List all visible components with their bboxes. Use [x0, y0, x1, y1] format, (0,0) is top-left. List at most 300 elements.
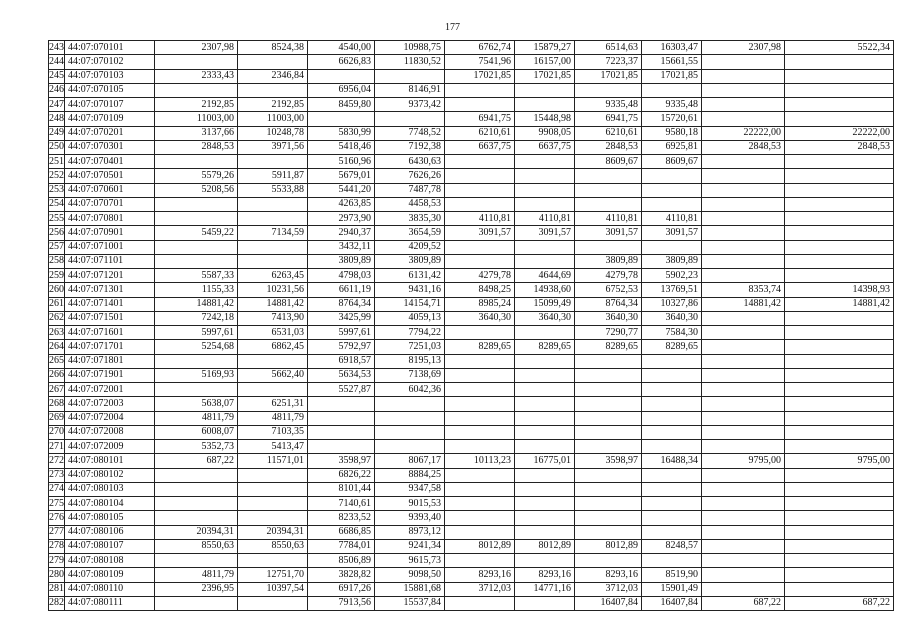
- value-cell: 2848,53: [785, 140, 894, 154]
- value-cell: [375, 69, 445, 83]
- value-cell: 687,22: [155, 454, 238, 468]
- row-number-cell: 248: [49, 112, 65, 126]
- value-cell: [308, 440, 375, 454]
- value-cell: 4458,53: [375, 197, 445, 211]
- value-cell: [575, 397, 642, 411]
- value-cell: [445, 98, 515, 112]
- value-cell: [702, 397, 785, 411]
- value-cell: [575, 368, 642, 382]
- value-cell: [642, 440, 702, 454]
- value-cell: 9615,73: [375, 554, 445, 568]
- value-cell: 12751,70: [238, 568, 308, 582]
- value-cell: [308, 425, 375, 439]
- value-cell: [238, 383, 308, 397]
- value-cell: [445, 596, 515, 610]
- value-cell: [155, 240, 238, 254]
- value-cell: 8519,90: [642, 568, 702, 582]
- value-cell: [785, 411, 894, 425]
- value-cell: [702, 482, 785, 496]
- value-cell: [642, 240, 702, 254]
- value-cell: [642, 354, 702, 368]
- value-cell: 8146,91: [375, 83, 445, 97]
- value-cell: [702, 226, 785, 240]
- value-cell: 6862,45: [238, 340, 308, 354]
- cadastral-code-cell: 44:07:071101: [65, 254, 155, 268]
- value-cell: [642, 411, 702, 425]
- value-cell: 2848,53: [575, 140, 642, 154]
- value-cell: [515, 155, 575, 169]
- value-cell: 10327,86: [642, 297, 702, 311]
- row-number-cell: 265: [49, 354, 65, 368]
- value-cell: 7626,26: [375, 169, 445, 183]
- value-cell: 15448,98: [515, 112, 575, 126]
- value-cell: 8067,17: [375, 454, 445, 468]
- value-cell: [702, 425, 785, 439]
- value-cell: 7794,22: [375, 326, 445, 340]
- value-cell: [575, 354, 642, 368]
- value-cell: [785, 240, 894, 254]
- value-cell: 6430,63: [375, 155, 445, 169]
- value-cell: 3640,30: [515, 311, 575, 325]
- table-row: [49, 482, 894, 496]
- cadastral-code-cell: 44:07:080105: [65, 511, 155, 525]
- value-cell: [575, 511, 642, 525]
- value-cell: 8764,34: [308, 297, 375, 311]
- value-cell: 7103,35: [238, 425, 308, 439]
- value-cell: 3091,57: [515, 226, 575, 240]
- value-cell: [702, 368, 785, 382]
- cadastral-code-cell: 44:07:071201: [65, 269, 155, 283]
- value-cell: [515, 197, 575, 211]
- row-number-cell: 273: [49, 468, 65, 482]
- value-cell: 20394,31: [155, 525, 238, 539]
- value-cell: 6918,57: [308, 354, 375, 368]
- value-cell: 6956,04: [308, 83, 375, 97]
- value-cell: 8459,80: [308, 98, 375, 112]
- value-cell: 17021,85: [515, 69, 575, 83]
- table-row: [49, 425, 894, 439]
- value-cell: 4644,69: [515, 269, 575, 283]
- value-cell: 6210,61: [575, 126, 642, 140]
- value-cell: [785, 311, 894, 325]
- value-cell: [785, 397, 894, 411]
- value-cell: [445, 326, 515, 340]
- value-cell: 7913,56: [308, 596, 375, 610]
- row-number-cell: 254: [49, 197, 65, 211]
- value-cell: 3971,56: [238, 140, 308, 154]
- value-cell: 9795,00: [702, 454, 785, 468]
- value-cell: [445, 254, 515, 268]
- value-cell: 4110,81: [515, 212, 575, 226]
- cadastral-code-cell: 44:07:070601: [65, 183, 155, 197]
- value-cell: [238, 212, 308, 226]
- row-number-cell: 256: [49, 226, 65, 240]
- table-body: [49, 41, 894, 611]
- value-cell: [238, 197, 308, 211]
- value-cell: [515, 326, 575, 340]
- data-table: [48, 40, 894, 611]
- value-cell: [155, 212, 238, 226]
- value-cell: 14154,71: [375, 297, 445, 311]
- cadastral-code-cell: 44:07:071701: [65, 340, 155, 354]
- cadastral-code-cell: 44:07:070901: [65, 226, 155, 240]
- value-cell: 3809,89: [375, 254, 445, 268]
- value-cell: 3137,66: [155, 126, 238, 140]
- row-number-cell: 255: [49, 212, 65, 226]
- value-cell: 4279,78: [575, 269, 642, 283]
- value-cell: 3809,89: [642, 254, 702, 268]
- value-cell: [702, 169, 785, 183]
- value-cell: 4811,79: [238, 411, 308, 425]
- value-cell: 3091,57: [575, 226, 642, 240]
- value-cell: [445, 354, 515, 368]
- value-cell: 6008,07: [155, 425, 238, 439]
- value-cell: 6042,36: [375, 383, 445, 397]
- value-cell: 14881,42: [785, 297, 894, 311]
- value-cell: 5169,93: [155, 368, 238, 382]
- value-cell: [642, 554, 702, 568]
- value-cell: [375, 112, 445, 126]
- value-cell: 8293,16: [515, 568, 575, 582]
- value-cell: 15879,27: [515, 41, 575, 55]
- value-cell: 6210,61: [445, 126, 515, 140]
- value-cell: 3835,30: [375, 212, 445, 226]
- value-cell: [445, 169, 515, 183]
- value-cell: [785, 568, 894, 582]
- value-cell: 4110,81: [642, 212, 702, 226]
- value-cell: 9015,53: [375, 497, 445, 511]
- table-row: [49, 383, 894, 397]
- value-cell: 6917,26: [308, 582, 375, 596]
- value-cell: 7223,37: [575, 55, 642, 69]
- value-cell: 7290,77: [575, 326, 642, 340]
- cadastral-code-cell: 44:07:070701: [65, 197, 155, 211]
- value-cell: [515, 440, 575, 454]
- cadastral-code-cell: 44:07:071301: [65, 283, 155, 297]
- table-row: [49, 311, 894, 325]
- value-cell: [785, 254, 894, 268]
- table-row: [49, 354, 894, 368]
- row-number-cell: 267: [49, 383, 65, 397]
- value-cell: [155, 511, 238, 525]
- value-cell: [515, 511, 575, 525]
- value-cell: [238, 240, 308, 254]
- value-cell: 5638,07: [155, 397, 238, 411]
- cadastral-code-cell: 44:07:070109: [65, 112, 155, 126]
- value-cell: [308, 397, 375, 411]
- value-cell: [642, 368, 702, 382]
- table-row: [49, 269, 894, 283]
- cadastral-code-cell: 44:07:071501: [65, 311, 155, 325]
- value-cell: [155, 197, 238, 211]
- cadastral-code-cell: 44:07:072003: [65, 397, 155, 411]
- value-cell: 8012,89: [515, 539, 575, 553]
- value-cell: [375, 425, 445, 439]
- value-cell: [445, 554, 515, 568]
- value-cell: 4110,81: [575, 212, 642, 226]
- value-cell: [642, 383, 702, 397]
- value-cell: 3828,82: [308, 568, 375, 582]
- value-cell: [785, 482, 894, 496]
- value-cell: [575, 169, 642, 183]
- value-cell: [575, 197, 642, 211]
- value-cell: [702, 69, 785, 83]
- table-row: [49, 468, 894, 482]
- value-cell: [785, 554, 894, 568]
- row-number-cell: 282: [49, 596, 65, 610]
- value-cell: [515, 383, 575, 397]
- value-cell: 7192,38: [375, 140, 445, 154]
- value-cell: 7584,30: [642, 326, 702, 340]
- value-cell: [308, 112, 375, 126]
- value-cell: [702, 197, 785, 211]
- value-cell: [702, 354, 785, 368]
- value-cell: [375, 397, 445, 411]
- value-cell: 6925,81: [642, 140, 702, 154]
- value-cell: [785, 197, 894, 211]
- value-cell: 8289,65: [445, 340, 515, 354]
- value-cell: 4059,13: [375, 311, 445, 325]
- row-number-cell: 279: [49, 554, 65, 568]
- row-number-cell: 261: [49, 297, 65, 311]
- value-cell: 5459,22: [155, 226, 238, 240]
- cadastral-code-cell: 44:07:071901: [65, 368, 155, 382]
- value-cell: [445, 497, 515, 511]
- value-cell: 3432,11: [308, 240, 375, 254]
- value-cell: 16775,01: [515, 454, 575, 468]
- row-number-cell: 268: [49, 397, 65, 411]
- value-cell: [785, 55, 894, 69]
- value-cell: [642, 425, 702, 439]
- value-cell: [785, 383, 894, 397]
- value-cell: [702, 212, 785, 226]
- value-cell: 5997,61: [155, 326, 238, 340]
- value-cell: [702, 112, 785, 126]
- value-cell: [702, 83, 785, 97]
- value-cell: 2307,98: [155, 41, 238, 55]
- value-cell: 14938,60: [515, 283, 575, 297]
- table-row: [49, 596, 894, 610]
- table-row: [49, 554, 894, 568]
- row-number-cell: 260: [49, 283, 65, 297]
- value-cell: 4798,03: [308, 269, 375, 283]
- value-cell: 17021,85: [642, 69, 702, 83]
- value-cell: [785, 98, 894, 112]
- value-cell: [515, 468, 575, 482]
- value-cell: 8289,65: [575, 340, 642, 354]
- value-cell: 7140,61: [308, 497, 375, 511]
- value-cell: [785, 155, 894, 169]
- value-cell: 5902,23: [642, 269, 702, 283]
- cadastral-code-cell: 44:07:070801: [65, 212, 155, 226]
- table-row: [49, 69, 894, 83]
- value-cell: [785, 582, 894, 596]
- value-cell: 6531,03: [238, 326, 308, 340]
- cadastral-code-cell: 44:07:080104: [65, 497, 155, 511]
- value-cell: 3598,97: [308, 454, 375, 468]
- value-cell: 7251,03: [375, 340, 445, 354]
- cadastral-code-cell: 44:07:071001: [65, 240, 155, 254]
- value-cell: 6686,85: [308, 525, 375, 539]
- value-cell: 14398,93: [785, 283, 894, 297]
- value-cell: 13769,51: [642, 283, 702, 297]
- cadastral-code-cell: 44:07:070107: [65, 98, 155, 112]
- table-row: [49, 497, 894, 511]
- value-cell: 3091,57: [445, 226, 515, 240]
- value-cell: 9347,58: [375, 482, 445, 496]
- value-cell: [785, 497, 894, 511]
- value-cell: 6131,42: [375, 269, 445, 283]
- value-cell: [785, 212, 894, 226]
- value-cell: 6251,31: [238, 397, 308, 411]
- table-row: [49, 539, 894, 553]
- table-row: [49, 140, 894, 154]
- table-row: [49, 454, 894, 468]
- value-cell: [702, 511, 785, 525]
- value-cell: [515, 497, 575, 511]
- row-number-cell: 250: [49, 140, 65, 154]
- value-cell: 3809,89: [575, 254, 642, 268]
- value-cell: 16303,47: [642, 41, 702, 55]
- value-cell: [445, 397, 515, 411]
- value-cell: [445, 155, 515, 169]
- value-cell: [575, 440, 642, 454]
- value-cell: [702, 311, 785, 325]
- value-cell: 8195,13: [375, 354, 445, 368]
- table-row: [49, 197, 894, 211]
- value-cell: 8233,52: [308, 511, 375, 525]
- value-cell: 687,22: [785, 596, 894, 610]
- table-row: [49, 83, 894, 97]
- row-number-cell: 278: [49, 539, 65, 553]
- table-row: [49, 226, 894, 240]
- value-cell: 7242,18: [155, 311, 238, 325]
- value-cell: [702, 539, 785, 553]
- row-number-cell: 281: [49, 582, 65, 596]
- value-cell: [785, 425, 894, 439]
- value-cell: 5792,97: [308, 340, 375, 354]
- value-cell: 2396,95: [155, 582, 238, 596]
- value-cell: [642, 83, 702, 97]
- value-cell: 9580,18: [642, 126, 702, 140]
- value-cell: 2848,53: [702, 140, 785, 154]
- value-cell: 8550,63: [155, 539, 238, 553]
- table-row: [49, 525, 894, 539]
- value-cell: [515, 554, 575, 568]
- value-cell: 5441,20: [308, 183, 375, 197]
- table-row: [49, 98, 894, 112]
- value-cell: [515, 240, 575, 254]
- value-cell: [238, 354, 308, 368]
- value-cell: 11003,00: [238, 112, 308, 126]
- value-cell: 5352,73: [155, 440, 238, 454]
- value-cell: 5587,33: [155, 269, 238, 283]
- value-cell: [515, 397, 575, 411]
- value-cell: [575, 482, 642, 496]
- value-cell: 15901,49: [642, 582, 702, 596]
- value-cell: [155, 383, 238, 397]
- value-cell: [702, 98, 785, 112]
- table-row: [49, 297, 894, 311]
- value-cell: [155, 482, 238, 496]
- table-row: [49, 55, 894, 69]
- value-cell: 8101,44: [308, 482, 375, 496]
- value-cell: 17021,85: [445, 69, 515, 83]
- table-row: [49, 41, 894, 55]
- value-cell: [155, 554, 238, 568]
- value-cell: [238, 468, 308, 482]
- value-cell: 9335,48: [575, 98, 642, 112]
- value-cell: 16407,84: [575, 596, 642, 610]
- value-cell: 5418,46: [308, 140, 375, 154]
- value-cell: 5413,47: [238, 440, 308, 454]
- row-number-cell: 272: [49, 454, 65, 468]
- value-cell: [515, 596, 575, 610]
- value-cell: [575, 183, 642, 197]
- value-cell: [785, 511, 894, 525]
- value-cell: 14881,42: [155, 297, 238, 311]
- row-number-cell: 262: [49, 311, 65, 325]
- value-cell: 15537,84: [375, 596, 445, 610]
- value-cell: 9373,42: [375, 98, 445, 112]
- value-cell: 2848,53: [155, 140, 238, 154]
- value-cell: [515, 411, 575, 425]
- value-cell: [575, 411, 642, 425]
- value-cell: 8973,12: [375, 525, 445, 539]
- value-cell: 22222,00: [702, 126, 785, 140]
- value-cell: [702, 568, 785, 582]
- value-cell: [575, 525, 642, 539]
- value-cell: 5830,99: [308, 126, 375, 140]
- value-cell: [785, 269, 894, 283]
- cadastral-code-cell: 44:07:080109: [65, 568, 155, 582]
- value-cell: [155, 596, 238, 610]
- value-cell: 9908,05: [515, 126, 575, 140]
- value-cell: 5997,61: [308, 326, 375, 340]
- value-cell: 16488,34: [642, 454, 702, 468]
- value-cell: 8609,67: [642, 155, 702, 169]
- value-cell: [515, 354, 575, 368]
- value-cell: [575, 497, 642, 511]
- value-cell: [702, 468, 785, 482]
- value-cell: [785, 440, 894, 454]
- value-cell: [515, 368, 575, 382]
- value-cell: 6263,45: [238, 269, 308, 283]
- value-cell: [575, 468, 642, 482]
- value-cell: 1155,33: [155, 283, 238, 297]
- value-cell: [445, 440, 515, 454]
- value-cell: 2973,90: [308, 212, 375, 226]
- value-cell: 4811,79: [155, 568, 238, 582]
- cadastral-code-cell: 44:07:070103: [65, 69, 155, 83]
- value-cell: [785, 340, 894, 354]
- cadastral-code-cell: 44:07:071801: [65, 354, 155, 368]
- row-number-cell: 277: [49, 525, 65, 539]
- value-cell: [575, 554, 642, 568]
- value-cell: [642, 525, 702, 539]
- value-cell: 9431,16: [375, 283, 445, 297]
- value-cell: [702, 155, 785, 169]
- value-cell: [155, 55, 238, 69]
- value-cell: 14771,16: [515, 582, 575, 596]
- row-number-cell: 252: [49, 169, 65, 183]
- value-cell: 5911,87: [238, 169, 308, 183]
- table-row: [49, 568, 894, 582]
- value-cell: 7784,01: [308, 539, 375, 553]
- cadastral-code-cell: 44:07:072009: [65, 440, 155, 454]
- value-cell: 8289,65: [515, 340, 575, 354]
- table-row: [49, 368, 894, 382]
